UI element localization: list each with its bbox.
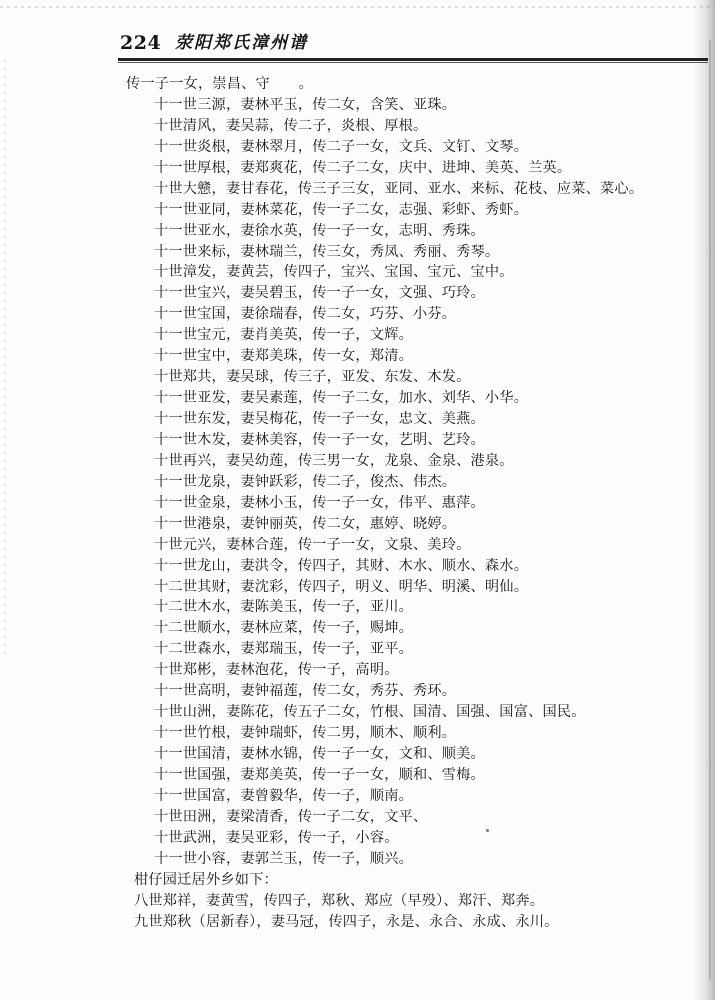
running-title: 荥阳郑氏漳州谱 [175, 33, 309, 53]
text-line: 十一世小容，妻郭兰玉，传一子，顺兴。 [154, 850, 413, 867]
text-line: 十一世竹根，妻钟瑞虾，传二男，顺木、顺利。 [154, 725, 457, 742]
text-line: 十二世森水，妻郑瑞玉，传一子，亚平。 [154, 641, 413, 658]
text-line: 十世郑彬，妻林泡花，传一子，高明。 [154, 662, 399, 679]
text-line: 十一世炎根，妻林翠月，传二子一女，文兵、文钉、文琴。 [154, 138, 529, 155]
text-line: 十一世金泉，妻林小玉，传一子一女，伟平、惠萍。 [154, 494, 485, 511]
page-edge-shadow [693, 0, 715, 1000]
text-line: 十世田洲，妻梁清香，传一子二女，文平、 [154, 808, 428, 825]
text-line: 十二世木水，妻陈美玉，传一子，亚川。 [154, 599, 413, 616]
scan-speck [486, 829, 489, 832]
text-line: 十一世龙山，妻洪令，传四子，其财、木水、顺水、森水。 [154, 557, 529, 574]
text-line: 柑仔园迁居外乡如下： [134, 871, 278, 888]
header-rule-thin [118, 62, 708, 63]
scan-artifact-top [0, 6, 715, 8]
text-line: 十一世国强，妻郑美英，传一子一女，顺和、雪梅。 [154, 766, 485, 783]
text-line: 十一世宝兴，妻吴碧玉，传一子一女，文强、巧玲。 [154, 285, 485, 302]
text-line: 九世郑秋（居新春），妻马冠，传四子，永是、永合、永成、永川。 [134, 913, 559, 930]
text-line: 十二世顺水，妻林应菜，传一子，赐坤。 [154, 620, 413, 637]
text-line: 十一世宝中，妻郑美珠，传一女，郑清。 [154, 348, 413, 365]
text-line: 十一世东发，妻吴梅花，传一子一女，忠文、美燕。 [154, 411, 485, 427]
text-line: 十世清风，妻吴蒜，传二子，炎根、厚根。 [154, 117, 428, 134]
text-line: 十一世亚发，妻吴素莲，传一子二女，加水、刘华、小华。 [154, 390, 529, 407]
text-line: 十一世厚根，妻郑爽花，传二子二女，庆中、进坤、美英、兰英。 [154, 159, 572, 176]
text-line: 八世郑祥，妻黄雪，传四子，郑秋、郑应（早殁）、郑汗、郑奔。 [134, 892, 545, 909]
text-line: 十二世其财，妻沈彩，传四子，明义、明华、明溪、明仙。 [154, 578, 529, 595]
scan-artifact-left [4, 60, 6, 660]
text-line: 十一世木发，妻林美容，传一子一女，艺明、艺玲。 [154, 431, 485, 448]
text-line: 十一世三源，妻林平玉，传二女，含笑、亚珠。 [154, 96, 457, 113]
page-edge-line [709, 40, 711, 980]
text-line: 十世漳发，妻黄芸，传四子，宝兴、宝国、宝元、宝中。 [154, 264, 514, 281]
text-line: 十一世国富，妻曾毅华，传一子，顺南。 [154, 787, 413, 804]
text-line: 传一子一女，崇昌、守 。 [126, 76, 314, 92]
text-line: 十一世龙泉，妻钟跃彩，传二子，俊杰、伟杰。 [154, 473, 457, 490]
text-line: 十一世宝元，妻肖美英，传一子，文辉。 [154, 327, 413, 344]
text-line: 十世武洲，妻吴亚彩，传一子，小容。 [154, 829, 399, 846]
text-line: 十世大戆，妻甘春花，传三子三女，亚同、亚水、来标、花枝、应菜、菜心。 [154, 180, 644, 197]
text-line: 十一世港泉，妻钟丽英，传二女，惠婷、晓婷。 [154, 515, 457, 532]
text-line: 十一世国清，妻林水锦，传一子一女，文和、顺美。 [154, 746, 485, 762]
text-line: 十一世高明，妻钟福莲，传二女，秀芬、秀环。 [154, 683, 457, 700]
text-line: 十世再兴，妻吴幼莲，传三男一女，龙泉、金泉、港泉。 [154, 452, 514, 469]
genealogy-text [126, 74, 686, 932]
text-line: 十世郑共，妻吴球，传三子，亚发、东发、木发。 [154, 369, 471, 386]
text-line: 十一世亚水，妻徐水英，传一子一女，志明、秀珠。 [154, 222, 485, 239]
text-line: 十一世宝国，妻徐瑞春，传二女，巧芬、小芬。 [154, 306, 457, 323]
text-line: 十一世亚同，妻林菜花，传一子二女，志强、彩虾、秀虾。 [154, 201, 529, 218]
page-number: 224 [120, 32, 162, 54]
text-line: 十世元兴，妻林合莲，传一子一女，文泉、美玲。 [154, 536, 471, 553]
text-line: 十世山洲，妻陈花，传五子二女，竹根、国清、国强、国富、国民。 [154, 704, 586, 721]
header-rule [118, 58, 708, 61]
running-header [120, 27, 308, 55]
text-line: 十一世来标，妻林瑞兰，传三女，秀凤、秀丽、秀琴。 [154, 243, 500, 260]
